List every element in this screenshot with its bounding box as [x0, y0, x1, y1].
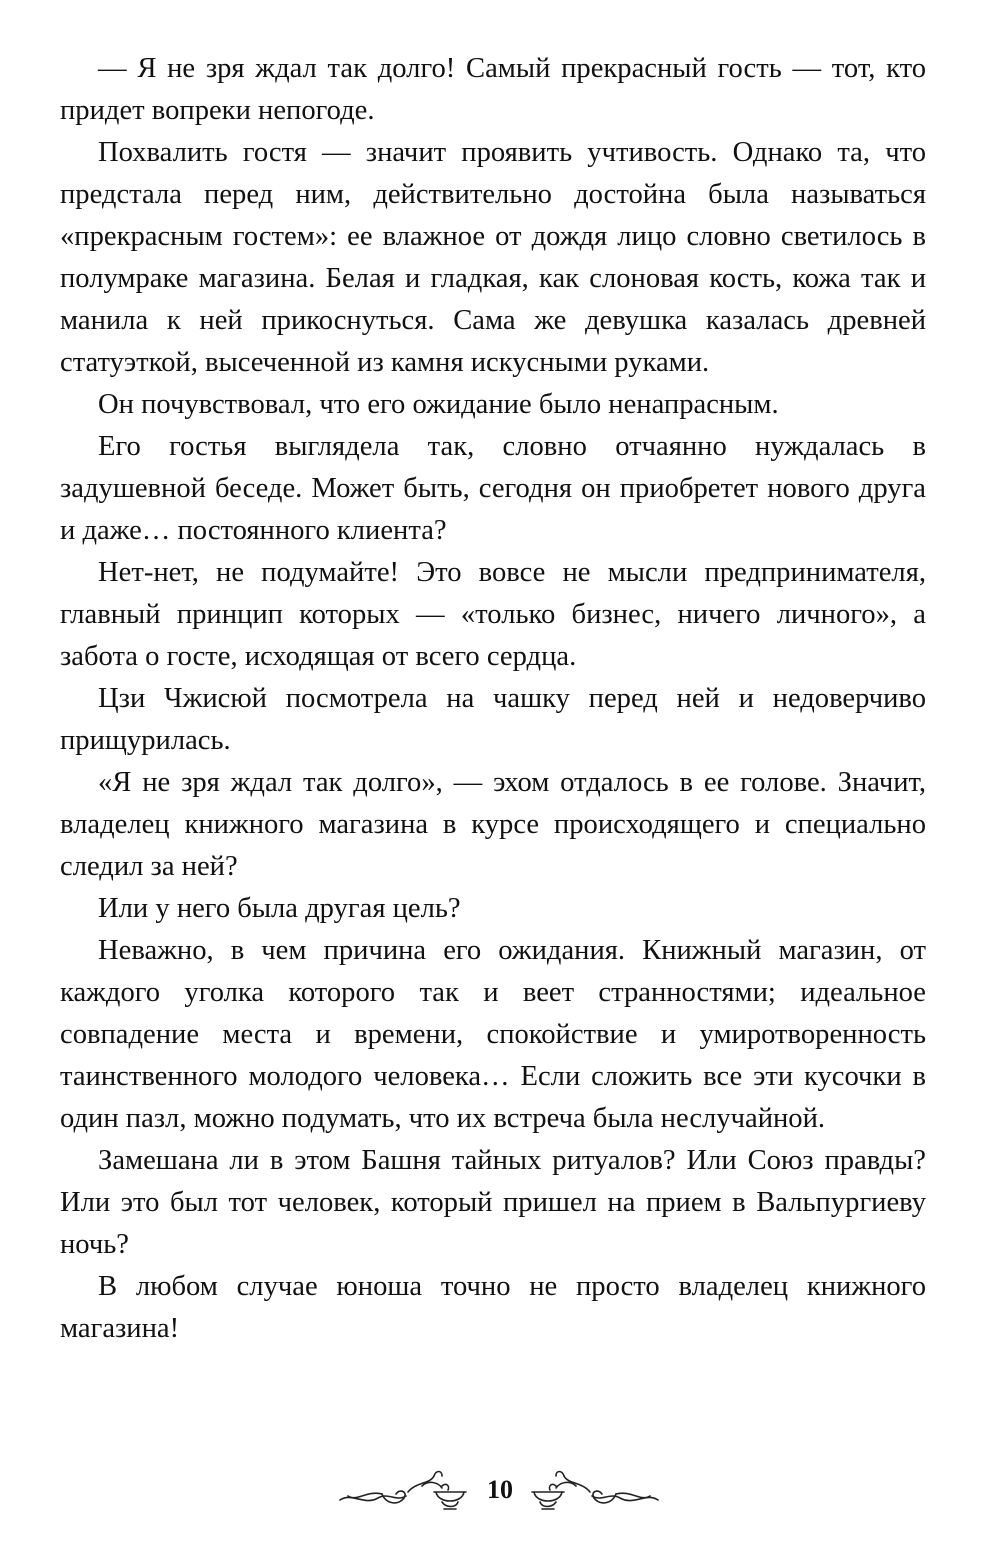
paragraph-10: Замешана ли в этом Башня тайных ритуалов? Или Союз правды? Или это был тот человек, который пришел на прием в Вальпургиеву ночь? [60, 1145, 926, 1260]
paragraph-3: Он почувствовал, что его ожидание было ненапрасным. [98, 389, 779, 420]
paragraph-8: Или у него была другая цель? [98, 893, 461, 924]
page-footer [0, 1462, 1000, 1522]
page-text [60, 48, 926, 1350]
paragraph-7: «Я не зря ждал так долго», — эхом отдалось в ее голове. Значит, владелец книжного магазина в курсе происходящего и специально следил за ней? [60, 767, 926, 882]
left-ornament-icon [338, 1462, 468, 1522]
paragraph-4: Его гостья выглядела так, словно отчаянно нуждалась в задушевной беседе. Может быть, сегодня он приобретет нового друга и даже… постоянного клиента? [60, 431, 926, 546]
page-number: 10 [487, 1475, 513, 1504]
paragraph-6: Цзи Чжисюй посмотрела на чашку перед ней и недоверчиво прищурилась. [60, 683, 926, 756]
right-ornament-icon [530, 1462, 660, 1522]
paragraph-11: В любом случае юноша точно не просто владелец книжного магазина! [60, 1271, 926, 1344]
paragraph-9: Неважно, в чем причина его ожидания. Книжный магазин, от каждого уголка которого так и веет странностями; идеальное совпадение места и времени, спокойствие и умиротворенность таинственного молодого человека… Если сложить все эти кусочки в один пазл, можно подумать, что их встреча была неслучайной. [60, 935, 926, 1134]
paragraph-2: Похвалить гостя — значит проявить учтивость. Однако та, что предстала перед ним, действительно достойна была называться «прекрасным гостем»: ее влажное от дождя лицо словно светилось в полумраке магазина. Белая и гладкая, как слоновая кость, кожа так и манила к ней прикоснуться. Сама же девушка казалась древней статуэткой, высеченной из камня искусными руками. [60, 137, 926, 378]
paragraph-1: — Я не зря ждал так долго! Самый прекрасный гость — тот, кто придет вопреки непогоде. [60, 53, 926, 126]
paragraph-5: Нет-нет, не подумайте! Это вовсе не мысли предпринимателя, главный принцип которых — «только бизнес, ничего личного», а забота о госте, исходящая от всего сердца. [60, 557, 926, 672]
